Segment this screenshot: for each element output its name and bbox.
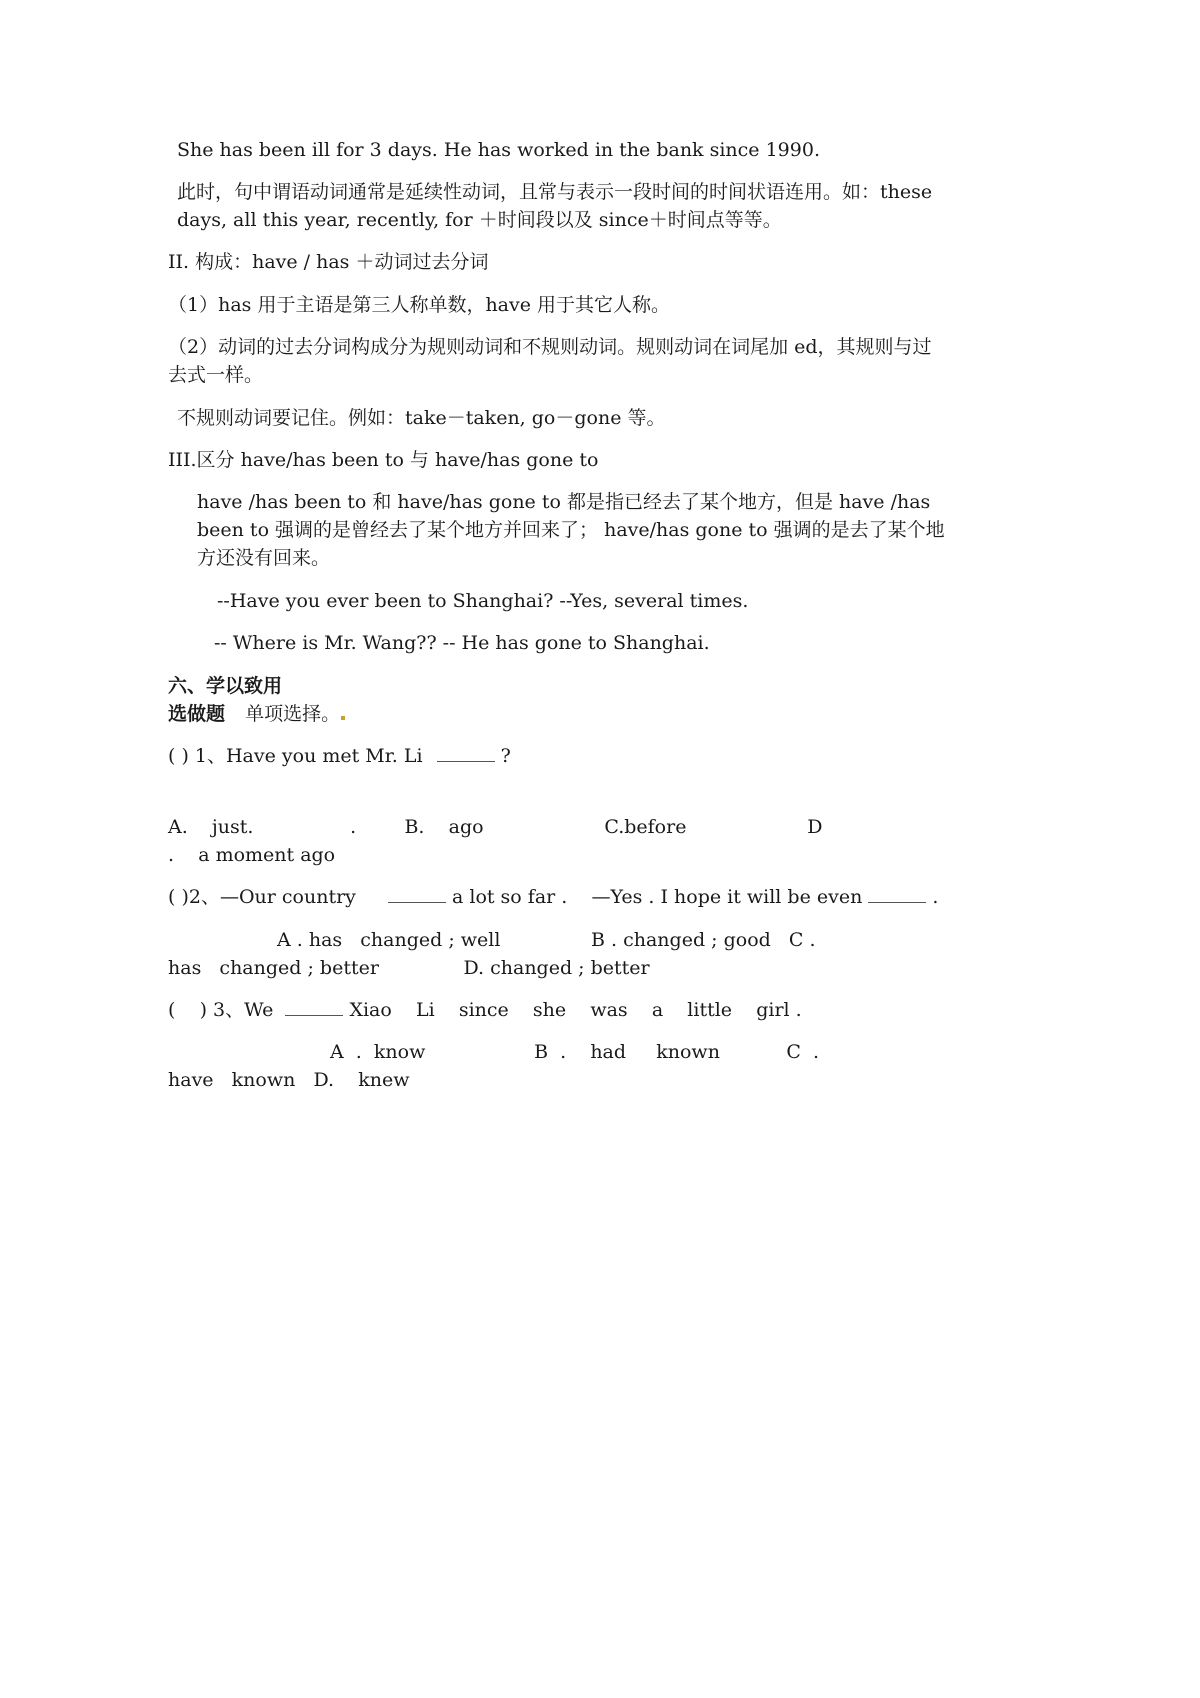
answer-blank [285, 1015, 343, 1016]
question-end: . [932, 886, 939, 908]
text-line: 此时，句中谓语动词通常是延续性动词，且常与表示一段时间的时间状语连用。如：these [177, 181, 933, 203]
exercise-label: 选做题 [168, 703, 226, 725]
question-text: ( )2、—Our country [168, 886, 356, 908]
answer-blank [868, 902, 926, 903]
question-1-options-cont: . a moment ago [168, 844, 336, 866]
question-2 [168, 882, 938, 912]
answer-blank [437, 761, 495, 762]
text-line: have /has been to 和 have/has gone to 都是指已经去了某个地方，但是 have /has [197, 491, 931, 513]
text-line: 方还没有回来。 [197, 547, 331, 569]
section-heading: III.区分 have/has been to 与 have/has gone to [168, 449, 599, 471]
answer-blank [388, 902, 446, 903]
text-line: 去式一样。 [168, 364, 264, 386]
question-text-mid: Xiao Li since she was a little girl . [349, 999, 802, 1021]
example-line: --Have you ever been to Shanghai? --Yes, several times. [217, 590, 749, 612]
question-text-mid: a lot so far . —Yes . I hope it will be even [452, 886, 863, 908]
exercise-heading [168, 699, 346, 729]
section-heading: II. 构成：have / has ＋动词过去分词 [168, 251, 489, 273]
question-1 [168, 741, 511, 771]
text-line: been to 强调的是曾经去了某个地方并回来了； have/has gone to 强调的是去了某个地 [197, 519, 945, 541]
question-end: ? [500, 745, 511, 767]
question-1-options: A. just. . B. ago C.before D [168, 816, 823, 838]
text-line: （2）动词的过去分词构成分为规则动词和不规则动词。规则动词在词尾加 ed，其规则与过 [168, 336, 932, 358]
question-text: ( ) 3、We [168, 999, 274, 1021]
question-3-options-cont: have known D. knew [168, 1069, 410, 1091]
question-text: ( ) 1、Have you met Mr. Li [168, 745, 423, 767]
question-2-options: A . has changed ; well B . changed ; good C . [277, 929, 816, 951]
text-line: 不规则动词要记住。例如：take－taken, go－gone 等。 [177, 407, 666, 429]
exercise-instruction: 单项选择。 [245, 703, 341, 725]
example-line: -- Where is Mr. Wang?? -- He has gone to Shanghai. [214, 632, 710, 654]
question-2-options-cont: has changed ; better D. changed ; better [168, 957, 650, 979]
text-line: days, all this year, recently, for ＋时间段以及 since＋时间点等等。 [177, 209, 782, 231]
marker-dot [341, 716, 345, 720]
text-line: She has been ill for 3 days. He has worked in the bank since 1990. [177, 139, 820, 161]
section-title: 六、学以致用 [168, 675, 283, 697]
question-3-options: A . know B . had known C . [330, 1041, 820, 1063]
text-line: （1）has 用于主语是第三人称单数，have 用于其它人称。 [168, 294, 671, 316]
question-3 [168, 995, 802, 1025]
